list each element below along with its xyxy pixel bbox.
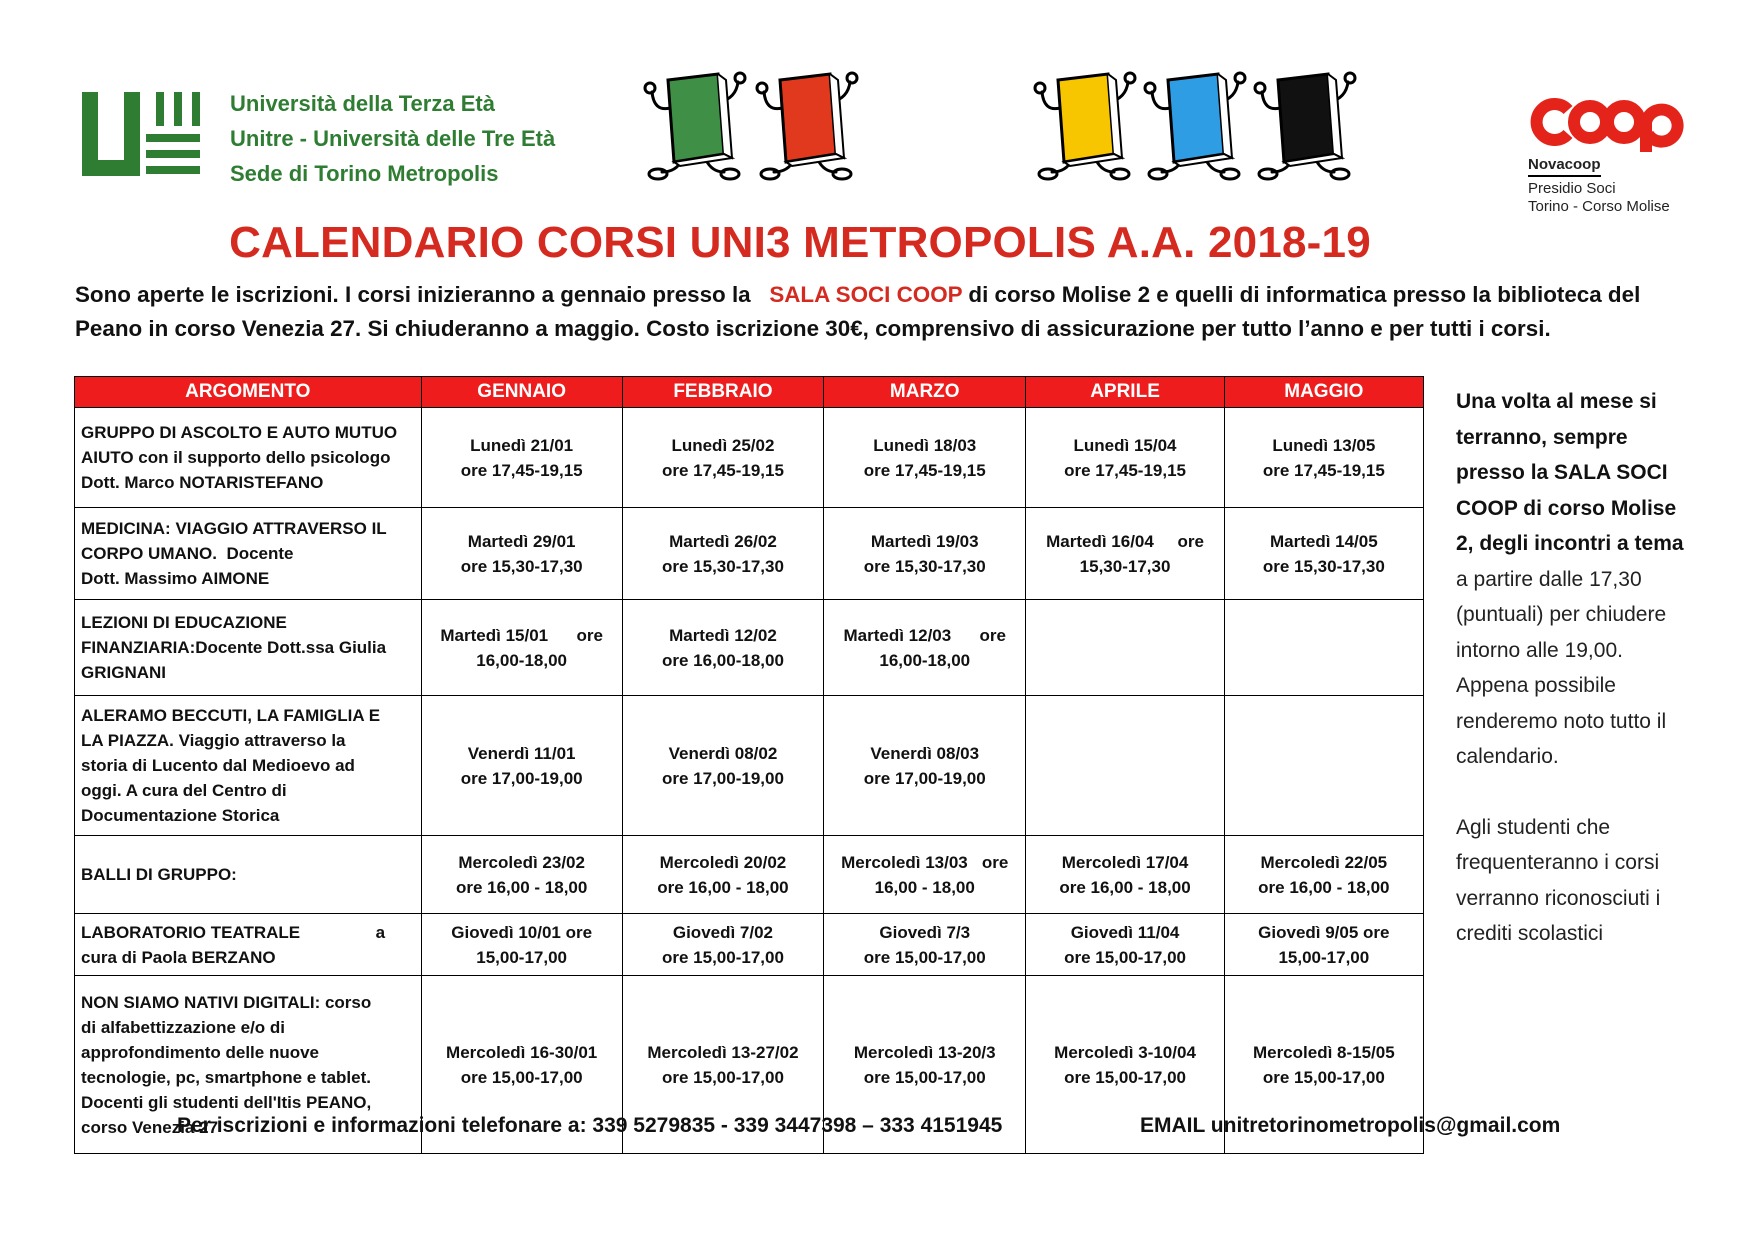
schedule-line: Mercoledì 13-20/3 — [853, 1042, 996, 1062]
schedule-cell — [1224, 696, 1423, 836]
schedule-line: ore 17,00-19,00 — [863, 768, 986, 788]
schedule-line: ore 16,00 - 18,00 — [455, 877, 588, 897]
schedule-line: ore 16,00-18,00 — [661, 650, 784, 670]
intro-text-1: Sono aperte le iscrizioni. I corsi inizieranno a gennaio presso la — [75, 282, 751, 307]
side-note-rest: a partire dalle 17,30 (puntuali) per chiudere intorno alle 19,00. Appena possibile renderemo noto tutto il calendario. — [1456, 567, 1667, 768]
schedule-line: Mercoledì 20/02 — [659, 852, 787, 872]
book-character-icon — [1030, 68, 1140, 186]
topic-line: storia di Lucento dal Medioevo ad — [81, 756, 355, 775]
table-row — [75, 836, 1424, 914]
coop-wordmark-icon — [1528, 90, 1688, 152]
topic-line: Documentazione Storica — [81, 806, 280, 825]
topic-line: di alfabettizzazione e/o di — [81, 1017, 286, 1037]
schedule-line: ore 15,30-17,30 — [460, 556, 583, 576]
topic-line: BALLI DI GRUPPO: — [81, 865, 237, 884]
schedule-line: ore 17,45-19,15 — [1262, 460, 1385, 480]
topic-line: approfondimento delle nuove — [81, 1042, 320, 1062]
topic-line: Docenti gli studenti dell'Itis PEANO, — [81, 1092, 372, 1112]
schedule-line: ore 15,00-17,00 — [863, 1067, 986, 1087]
schedule-line: ore 17,00-19,00 — [460, 768, 583, 788]
schedule-line: Mercoledì 23/02 — [458, 852, 585, 872]
schedule-line: ore 15,00-17,00 — [1262, 1067, 1385, 1087]
column-header: MAGGIO — [1224, 377, 1423, 408]
topic-line: GRIGNANI — [81, 663, 166, 682]
coop-line-2: Torino - Corso Molise — [1528, 198, 1670, 215]
schedule-cell — [1026, 914, 1224, 976]
schedule-line: Mercoledì 16-30/01 — [446, 1042, 598, 1062]
schedule-cell — [1026, 408, 1224, 508]
schedule-line: Mercoledì 13-27/02 — [647, 1042, 799, 1062]
schedule-line: ore 17,45-19,15 — [460, 460, 583, 480]
schedule-line: Mercoledì 13/03 ore — [841, 852, 1009, 872]
schedule-cell — [421, 508, 622, 600]
schedule-line: ore 16,00 - 18,00 — [657, 877, 789, 897]
schedule-line: Giovedì 9/05 ore — [1258, 922, 1390, 942]
topic-line: ALERAMO BECCUTI, LA FAMIGLIA E — [81, 706, 381, 725]
org-line-2: Unitre - Università delle Tre Età — [230, 126, 556, 151]
topic-line: CORPO UMANO. Docente — [81, 544, 294, 563]
table-header-row — [75, 377, 1424, 408]
schedule-cell — [622, 696, 823, 836]
course-topic — [75, 914, 422, 976]
schedule-line: 16,00-18,00 — [476, 650, 568, 670]
column-header: MARZO — [824, 377, 1026, 408]
table-row — [75, 600, 1424, 696]
column-header: APRILE — [1026, 377, 1224, 408]
schedule-line: ore 17,00-19,00 — [661, 768, 784, 788]
schedule-line: ore 15,30-17,30 — [863, 556, 986, 576]
schedule-line: ore 15,00-17,00 — [1064, 947, 1186, 967]
schedule-cell — [421, 914, 622, 976]
topic-line: LEZIONI DI EDUCAZIONE — [81, 613, 287, 632]
schedule-cell — [824, 914, 1026, 976]
schedule-line: ore 15,00-17,00 — [661, 947, 784, 967]
schedule-line: Lunedì 18/03 — [873, 435, 977, 455]
topic-line: MEDICINA: VIAGGIO ATTRAVERSO IL — [81, 519, 387, 538]
schedule-cell — [824, 600, 1026, 696]
course-topic — [75, 600, 422, 696]
schedule-line: ore 17,45-19,15 — [661, 460, 784, 480]
schedule-cell — [421, 600, 622, 696]
schedule-cell — [622, 600, 823, 696]
schedule-line: Giovedì 7/3 — [879, 922, 971, 942]
schedule-line: Lunedì 15/04 — [1073, 435, 1177, 455]
schedule-line: Martedì 12/03 ore — [843, 625, 1006, 645]
intro-text-2: di corso Molise 2 e quelli di informatica presso la biblioteca del Peano in corso Venezia 27. Si chiuderanno a maggio. Costo iscrizione 30€, comprensivo di assicurazione per tutto l’anno e per tutti i corsi. — [75, 282, 1641, 341]
schedule-line: Lunedì 13/05 — [1272, 435, 1376, 455]
schedule-line: Giovedì 7/02 — [672, 922, 774, 942]
schedule-cell — [1026, 836, 1224, 914]
intro-paragraph — [75, 278, 1695, 346]
schedule-line: ore 17,45-19,15 — [1064, 460, 1186, 480]
schedule-cell — [1026, 600, 1224, 696]
schedule-cell — [1224, 914, 1423, 976]
schedule-line: ore 16,00 - 18,00 — [1258, 877, 1390, 897]
schedule-line: ore 15,00-17,00 — [1064, 1067, 1186, 1087]
schedule-line: Mercoledì 17/04 — [1061, 852, 1189, 872]
book-character-icon — [752, 68, 862, 186]
side-note-bold: Una volta al mese si terranno, sempre presso la SALA SOCI COOP di corso Molise 2, degli incontri a tema — [1456, 390, 1684, 555]
org-line-3: Sede di Torino Metropolis — [230, 161, 499, 186]
schedule-cell — [622, 914, 823, 976]
course-topic — [75, 408, 422, 508]
schedule-line: Martedì 15/01 ore — [440, 625, 603, 645]
book-character-icon — [1140, 68, 1250, 186]
schedule-line: Lunedì 25/02 — [671, 435, 775, 455]
schedule-line: Lunedì 21/01 — [470, 435, 574, 455]
schedule-line: Venerdì 08/03 — [870, 743, 980, 763]
schedule-cell — [622, 508, 823, 600]
coop-line-1: Presidio Soci — [1528, 180, 1616, 197]
coop-name: Novacoop — [1528, 156, 1601, 177]
schedule-cell — [1224, 600, 1423, 696]
schedule-cell — [622, 408, 823, 508]
footer-phone-info: Per iscrizioni e informazioni telefonare a: 339 5279835 - 339 3447398 – 333 4151945 — [177, 1114, 1003, 1137]
topic-line: NON SIAMO NATIVI DIGITALI: corso — [81, 992, 372, 1012]
schedule-cell — [421, 696, 622, 836]
schedule-line: 16,00 - 18,00 — [874, 877, 975, 897]
coop-logo — [1520, 80, 1700, 240]
topic-line: cura di Paola BERZANO — [81, 947, 276, 967]
schedule-cell — [421, 408, 622, 508]
topic-line: Dott. Massimo AIMONE — [81, 569, 270, 588]
schedule-line: ore 16,00 - 18,00 — [1059, 877, 1191, 897]
column-header: ARGOMENTO — [75, 377, 422, 408]
page-title: CALENDARIO CORSI UNI3 METROPOLIS A.A. 2018-19 — [229, 218, 1371, 267]
schedule-cell — [824, 836, 1026, 914]
schedule-line: Martedì 16/04 ore — [1046, 531, 1204, 551]
schedule-cell — [622, 836, 823, 914]
schedule-line: ore 15,00-17,00 — [460, 1067, 583, 1087]
schedule-line: 15,00-17,00 — [1278, 947, 1370, 967]
schedule-cell — [1224, 836, 1423, 914]
course-topic — [75, 696, 422, 836]
schedule-line: Martedì 12/02 — [669, 625, 777, 645]
uni3-logo — [80, 88, 210, 183]
schedule-line: 15,30-17,30 — [1079, 556, 1171, 576]
schedule-line: Venerdì 11/01 — [467, 743, 576, 763]
schedule-cell — [1224, 408, 1423, 508]
schedule-line: Mercoledì 8-15/05 — [1252, 1042, 1395, 1062]
topic-line: corso Venezia 27 — [81, 1117, 219, 1137]
schedule-line: 15,00-17,00 — [476, 947, 568, 967]
org-line-1: Università della Terza Età — [230, 91, 495, 116]
topic-line: GRUPPO DI ASCOLTO E AUTO MUTUO — [81, 423, 398, 442]
schedule-cell — [824, 508, 1026, 600]
schedule-cell — [1026, 508, 1224, 600]
course-topic — [75, 836, 422, 914]
side-note — [1456, 384, 1696, 952]
topic-line: LABORATORIO TEATRALE a — [81, 922, 386, 942]
table-row — [75, 508, 1424, 600]
schedule-line: Martedì 19/03 — [870, 531, 979, 551]
book-character-icon — [640, 68, 750, 186]
footer-email-info: EMAIL unitretorinometropolis@gmail.com — [1140, 1114, 1561, 1137]
schedule-line: ore 15,00-17,00 — [863, 947, 986, 967]
schedule-line: Giovedì 10/01 ore — [451, 922, 593, 942]
column-header: FEBBRAIO — [622, 377, 823, 408]
topic-line: Dott. Marco NOTARISTEFANO — [81, 473, 324, 492]
schedule-line: Martedì 29/01 — [467, 531, 576, 551]
schedule-line: Martedì 26/02 — [669, 531, 777, 551]
table-row — [75, 696, 1424, 836]
schedule-cell — [824, 408, 1026, 508]
table-row — [75, 408, 1424, 508]
schedule-cell — [824, 696, 1026, 836]
schedule-cell — [421, 836, 622, 914]
course-topic — [75, 508, 422, 600]
book-character-icon — [1250, 68, 1360, 186]
schedule-line: ore 17,45-19,15 — [863, 460, 986, 480]
schedule-line: ore 15,30-17,30 — [661, 556, 784, 576]
schedule-line: Martedì 14/05 — [1269, 531, 1378, 551]
organization-name — [230, 86, 555, 191]
schedule-line: Mercoledì 22/05 — [1260, 852, 1388, 872]
schedule-line: Mercoledì 3-10/04 — [1054, 1042, 1196, 1062]
schedule-line: 16,00-18,00 — [879, 650, 971, 670]
schedule-line: ore 15,00-17,00 — [661, 1067, 784, 1087]
topic-line: oggi. A cura del Centro di — [81, 781, 287, 800]
table-row — [75, 914, 1424, 976]
topic-line: tecnologie, pc, smartphone e tablet. — [81, 1067, 371, 1087]
course-calendar-table — [74, 376, 1424, 1154]
side-note-credits: Agli studenti che frequenteranno i corsi verranno riconosciuti i crediti scolastici — [1456, 815, 1661, 945]
schedule-cell — [1224, 508, 1423, 600]
topic-line: AIUTO con il supporto dello psicologo — [81, 448, 391, 467]
schedule-line: Venerdì 08/02 — [668, 743, 778, 763]
topic-line: FINANZIARIA:Docente Dott.ssa Giulia — [81, 638, 387, 657]
intro-highlight: SALA SOCI COOP — [769, 282, 963, 307]
topic-line: LA PIAZZA. Viaggio attraverso la — [81, 731, 346, 750]
schedule-cell — [1026, 696, 1224, 836]
column-header: GENNAIO — [421, 377, 622, 408]
schedule-line: Giovedì 11/04 — [1070, 922, 1180, 942]
schedule-line: ore 15,30-17,30 — [1262, 556, 1385, 576]
